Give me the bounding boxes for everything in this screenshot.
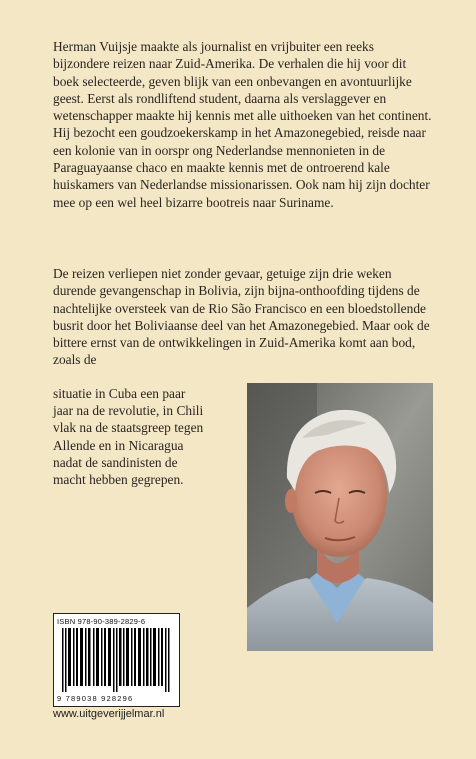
blurb-line: vlak na de staatsgreep tegen: [53, 420, 204, 435]
blurb-line: Allende en in Nicaragua: [53, 438, 184, 453]
blurb-paragraph-2: De reizen verliepen niet zonder gevaar, getuige zijn drie weken durende gevangenschap in Bolivia, zijn bijna-onthoofding tijdens de nachtelijke oversteek van de Rio São Francisco en een bloedstollende busrit door het Boliviaanse deel van het Amazonegebied. Maar ook de bittere ernst van de ontwikkelingen in Zuid-Amerika komt aan bod, zoals de: [53, 266, 430, 368]
blurb-paragraph-1: Herman Vuijsje maakte als journalist en vrijbuiter een reeks bijzondere reizen naar Zuid-Amerika. De verhalen die hij voor dit boek selecteerde, geven blijk van een onbevangen en avontuurlijke geest. Eerst als rondliftend student, daarna als verslaggever en wetenschapper maakte hij kennis met alle uithoeken van het continent. Hij bezocht een goudzoekerskamp in het Amazonegebied, reisde naar een kolonie van in oorspr ong Nederlandse mennonieten in de Paraguayaanse chaco en maakte kennis met de ontroerend kale huiskamers van Nederlandse missionarissen. Ook nam hij zijn dochter mee op een wel heel bizarre bootreis naar Suriname.: [53, 39, 432, 210]
barcode-bars: [62, 628, 170, 692]
isbn-barcode: [53, 613, 180, 707]
blurb-line: nadat de sandinisten de: [53, 455, 178, 470]
blurb-line: jaar na de revolutie, in Chili: [53, 403, 204, 418]
author-photo: [247, 383, 433, 651]
publisher-url: www.uitgeverijjelmar.nl: [53, 708, 165, 720]
blurb-line: situatie in Cuba een paar: [53, 386, 186, 401]
ean-number: 9 789038 928296: [57, 694, 134, 703]
isbn-number: ISBN 978-90-389-2829-6: [57, 617, 146, 626]
blurb-line: macht hebben gegrepen.: [53, 472, 184, 487]
